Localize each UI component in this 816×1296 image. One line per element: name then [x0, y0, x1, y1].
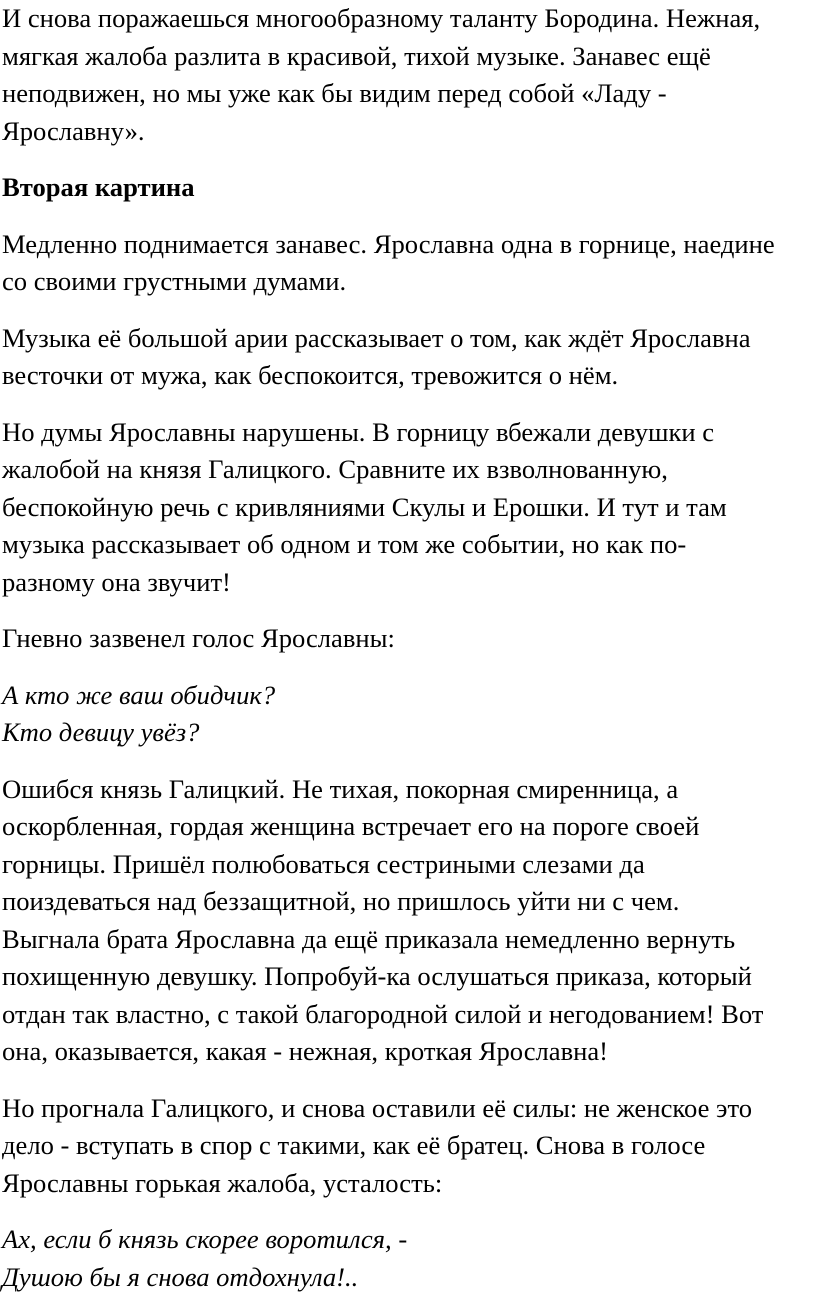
text-line: И снова поражаешься многообразному таланту Бородина. Нежная, — [2, 0, 816, 38]
verse-line: Душою бы я снова отдохнула!.. — [2, 1259, 816, 1296]
text-line: неподвижен, но мы уже как бы видим перед собой «Ладу - — [2, 75, 816, 113]
text-line: Ошибся князь Галицкий. Не тихая, покорная смиренница, а — [2, 771, 816, 809]
text-line: горницы. Пришёл полюбоваться сестриными слезами да — [2, 846, 816, 884]
text-line: мягкая жалоба разлита в красивой, тихой музыке. Занавес ещё — [2, 38, 816, 76]
text-line: отдан так властно, с такой благородной силой и негодованием! Вот — [2, 996, 816, 1034]
text-line: разному она звучит! — [2, 564, 816, 602]
paragraph-aria — [2, 320, 816, 395]
verse-quote-1 — [2, 677, 816, 752]
paragraph-girls — [2, 414, 816, 602]
text-line: жалобой на князя Галицкого. Сравните их взволнованную, — [2, 451, 816, 489]
text-line: со своими грустными думами. — [2, 263, 816, 301]
text-line: оскорбленная, гордая женщина встречает его на пороге своей — [2, 808, 816, 846]
text-line: похищенную девушку. Попробуй-ка ослушаться приказа, который — [2, 958, 816, 996]
text-line: Но прогнала Галицкого, и снова оставили её силы: не женское это — [2, 1090, 816, 1128]
text-line: весточки от мужа, как беспокоится, тревожится о нём. — [2, 357, 816, 395]
text-line: музыка рассказывает об одном и том же событии, но как по- — [2, 526, 816, 564]
paragraph-curtain — [2, 226, 816, 301]
heading-text: Вторая картина — [2, 169, 816, 207]
verse-line: Ах, если б князь скорее воротился, - — [2, 1221, 816, 1259]
verse-quote-2 — [2, 1221, 816, 1296]
verse-line: А кто же ваш обидчик? — [2, 677, 816, 715]
paragraph-weariness — [2, 1090, 816, 1203]
paragraph-intro — [2, 0, 816, 150]
text-line: Но думы Ярославны нарушены. В горницу вбежали девушки с — [2, 414, 816, 452]
text-line: беспокойную речь с кривляниями Скулы и Ерошки. И тут и там — [2, 489, 816, 527]
text-line: она, оказывается, какая - нежная, кроткая Ярославна! — [2, 1033, 816, 1071]
text-line: Музыка её большой арии рассказывает о том, как ждёт Ярославна — [2, 320, 816, 358]
verse-line: Кто девицу увёз? — [2, 714, 816, 752]
text-line: Ярославны горькая жалоба, усталость: — [2, 1165, 816, 1203]
section-heading — [2, 169, 816, 207]
text-line: Медленно поднимается занавес. Ярославна одна в горнице, наедине — [2, 226, 816, 264]
text-line: поиздеваться над беззащитной, но пришлось уйти ни с чем. — [2, 883, 816, 921]
text-line: Гневно зазвенел голос Ярославны: — [2, 620, 816, 658]
paragraph-voice — [2, 620, 816, 658]
text-line: дело - вступать в спор с такими, как её братец. Снова в голосе — [2, 1127, 816, 1165]
text-line: Ярославну». — [2, 113, 816, 151]
text-line: Выгнала брата Ярославна да ещё приказала немедленно вернуть — [2, 921, 816, 959]
paragraph-galitsky — [2, 771, 816, 1071]
